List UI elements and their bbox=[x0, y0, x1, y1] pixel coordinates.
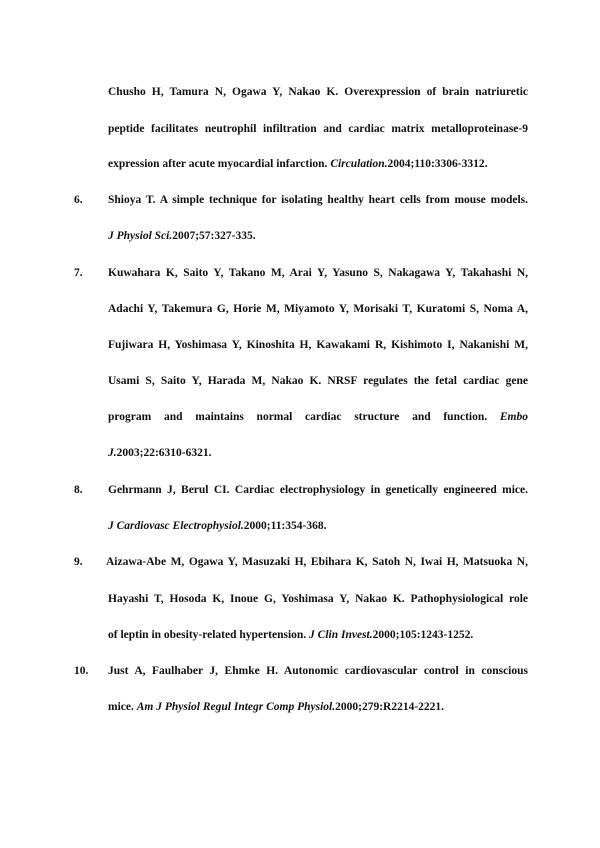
reference-line bbox=[108, 302, 528, 316]
line-text: Just A, Faulhaber J, Ehmke H. Autonomic cardiovascular control in conscious bbox=[108, 665, 528, 677]
line-text: Fujiwara H, Yoshimasa Y, Kinoshita H, Kawakami R, Kishimoto I, Nakanishi M, bbox=[108, 339, 528, 351]
reference-line bbox=[108, 592, 528, 606]
line-text: peptide facilitates neutrophil infiltration and cardiac matrix metalloproteinase-9 bbox=[108, 123, 528, 135]
citation-details: 2000;105:1243-1252. bbox=[372, 629, 474, 641]
line-text: Shioya T. A simple technique for isolating healthy heart cells from mouse models. bbox=[108, 194, 528, 206]
reference-line bbox=[108, 664, 528, 678]
line-text: Usami S, Saito Y, Harada M, Nakao K. NRSF regulates the fetal cardiac gene bbox=[108, 375, 528, 387]
reference-number: 10. bbox=[74, 665, 89, 677]
reference-number: 7. bbox=[74, 267, 83, 279]
reference-number: 8. bbox=[74, 484, 83, 496]
citation-details: 2007;57:327-335. bbox=[172, 230, 256, 242]
citation-details: 2000;11:354-368. bbox=[243, 520, 327, 532]
journal-name: Circulation. bbox=[330, 158, 388, 170]
reference-line bbox=[108, 483, 528, 497]
citation-details: 2003;22:6310-6321. bbox=[116, 447, 212, 459]
reference-line bbox=[108, 374, 528, 388]
journal-name: Embo bbox=[499, 411, 528, 423]
line-text: Kuwahara K, Saito Y, Takano M, Arai Y, Yasuno S, Nakagawa Y, Takahashi N, bbox=[108, 267, 528, 279]
reference-number: 9. bbox=[74, 556, 83, 568]
reference-line bbox=[108, 519, 327, 533]
journal-name: Am J Physiol Regul Integr Comp Physiol. bbox=[136, 701, 336, 713]
reference-line bbox=[108, 157, 488, 171]
reference-line bbox=[108, 122, 528, 136]
line-text: Adachi Y, Takemura G, Horie M, Miyamoto Y, Morisaki T, Kuratomi S, Noma A, bbox=[108, 303, 528, 315]
reference-line bbox=[108, 700, 444, 714]
line-text: program and maintains normal cardiac structure and function. bbox=[108, 411, 500, 423]
reference-number: 6. bbox=[74, 194, 83, 206]
citation-details: 2004;110:3306-3312. bbox=[387, 158, 488, 170]
journal-name: J Clin Invest. bbox=[309, 629, 373, 641]
reference-line bbox=[108, 229, 256, 243]
line-text: mice. bbox=[108, 701, 137, 713]
citation-details: 2000;279:R2214-2221. bbox=[335, 701, 445, 713]
reference-line bbox=[108, 266, 528, 280]
line-text: expression after acute myocardial infarction. bbox=[108, 158, 331, 170]
line-text: Gehrmann J, Berul CI. Cardiac electrophysiology in genetically engineered mice. bbox=[108, 484, 528, 496]
reference-line bbox=[108, 338, 528, 352]
journal-name: J Physiol Sci. bbox=[108, 230, 173, 242]
reference-line bbox=[108, 628, 473, 642]
reference-line bbox=[108, 85, 528, 99]
reference-line bbox=[108, 193, 528, 207]
line-text: Chusho H, Tamura N, Ogawa Y, Nakao K. Overexpression of brain natriuretic bbox=[108, 86, 528, 98]
reference-line bbox=[108, 410, 528, 424]
journal-name: J. bbox=[108, 447, 117, 459]
line-text: Hayashi T, Hosoda K, Inoue G, Yoshimasa Y, Nakao K. Pathophysiological role bbox=[108, 593, 528, 605]
line-text: of leptin in obesity-related hypertension. bbox=[108, 629, 310, 641]
line-text: Aizawa-Abe M, Ogawa Y, Masuzaki H, Ebihara K, Satoh N, Iwai H, Matsuoka N, bbox=[106, 556, 528, 568]
journal-name: J Cardiovasc Electrophysiol. bbox=[108, 520, 244, 532]
reference-line bbox=[108, 446, 212, 460]
reference-line bbox=[106, 555, 528, 569]
